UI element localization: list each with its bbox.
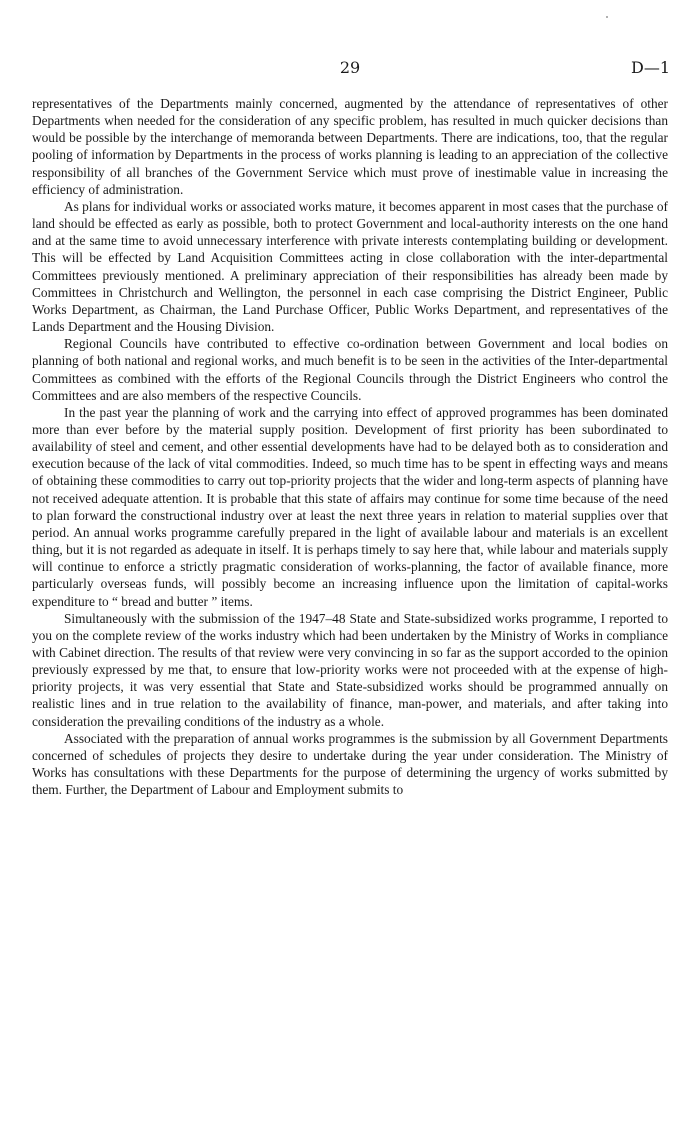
- page-header: [0, 58, 700, 78]
- page-speck: [606, 16, 608, 18]
- paragraph-material-supply: In the past year the planning of work and the carrying into effect of approved programmes has been dominated more than ever before by the material supply position. Development of first priority has been subordinated to availability of steel and cement, and other essential developments have had to be delayed both as to consideration and execution because of the lack of vital commodities. Indeed, so much time has to be spent in effecting ways and means of obtaining these commodities to carry out top-priority projects that the wider and long-term aspects of planning have not received adequate attention. It is probable that this state of affairs may continue for some time because of the need to plan forward the constructional industry over at least the next three years in relation to material supplies over that period. An annual works programme carefully prepared in the light of available labour and materials is an excellent thing, but it is not regarded as adequate in itself. It is perhaps timely to say here that, while labour and materials supply will continue to enforce a strictly pragmatic consideration of works-planning, the factor of available finance, more particularly overseas funds, will possibly become an increasing influence upon the limitation of capital-works expenditure to “ bread and butter ” items.: [32, 404, 668, 609]
- document-reference: D—1: [630, 58, 670, 77]
- paragraph-land-acquisition: As plans for individual works or associated works mature, it becomes apparent in most cases that the purchase of land should be effected as early as possible, both to protect Government and local-authority interests on the one hand and at the same time to avoid unnecessary interference with private interests contemplating building or development. This will be effected by Land Acquisition Committees acting in close collaboration with the inter-departmental Committees previously mentioned. A preliminary appreciation of their responsibilities has already been made by Committees in Christchurch and Wellington, the personnel in each case comprising the District Engineer, Public Works Department, as Chairman, the Land Purchase Officer, Public Works Department, and representatives of the Lands Department and the Housing Division.: [32, 198, 668, 335]
- paragraph-regional-councils: Regional Councils have contributed to effective co-ordination between Government and local bodies on planning of both national and regional works, and much benefit is to be seen in the activities of the Inter-departmental Committees as combined with the efforts of the Regional Councils through the District Engineers who control the Committees and are also members of the respective Councils.: [32, 336, 668, 403]
- paragraph-annual-programmes: Associated with the preparation of annual works programmes is the submission by all Government Departments concerned of schedules of projects they desire to undertake during the year under consideration. The Ministry of Works has consultations with these Departments for the purpose of determining the urgency of works submitted by them. Further, the Department of Labour and Employment submits to: [32, 730, 668, 798]
- body-text: [32, 95, 668, 798]
- page-number: 29: [339, 58, 361, 77]
- paragraph-continuation: representatives of the Departments mainly concerned, augmented by the attendance of representatives of other Departments when needed for the consideration of any specific problem, has resulted in much quicker decisions than would be possible by the interchange of memoranda between Departments. There are indications, too, that the regular pooling of information by Departments in the process of works planning is leading to an appreciation of the collective responsibility of all branches of the Government Service which must prove of inestimable value in increasing the efficiency of administration.: [32, 96, 668, 197]
- paragraph-works-programme-review: Simultaneously with the submission of the 1947–48 State and State-subsidized works programme, I reported to you on the complete review of the works industry which had been undertaken by the Ministry of Works in compliance with Cabinet direction. The results of that review were very convincing in so far as the support accorded to the opinion previously expressed by me that, to ensure that low-priority works were not proceeded with at the expense of high-priority projects, it was very essential that State and State-subsidized works should be programmed annually on realistic lines and in true relation to the availability of finance, man-power, and materials, and after taking into consideration the prevailing conditions of the industry as a whole.: [32, 610, 668, 729]
